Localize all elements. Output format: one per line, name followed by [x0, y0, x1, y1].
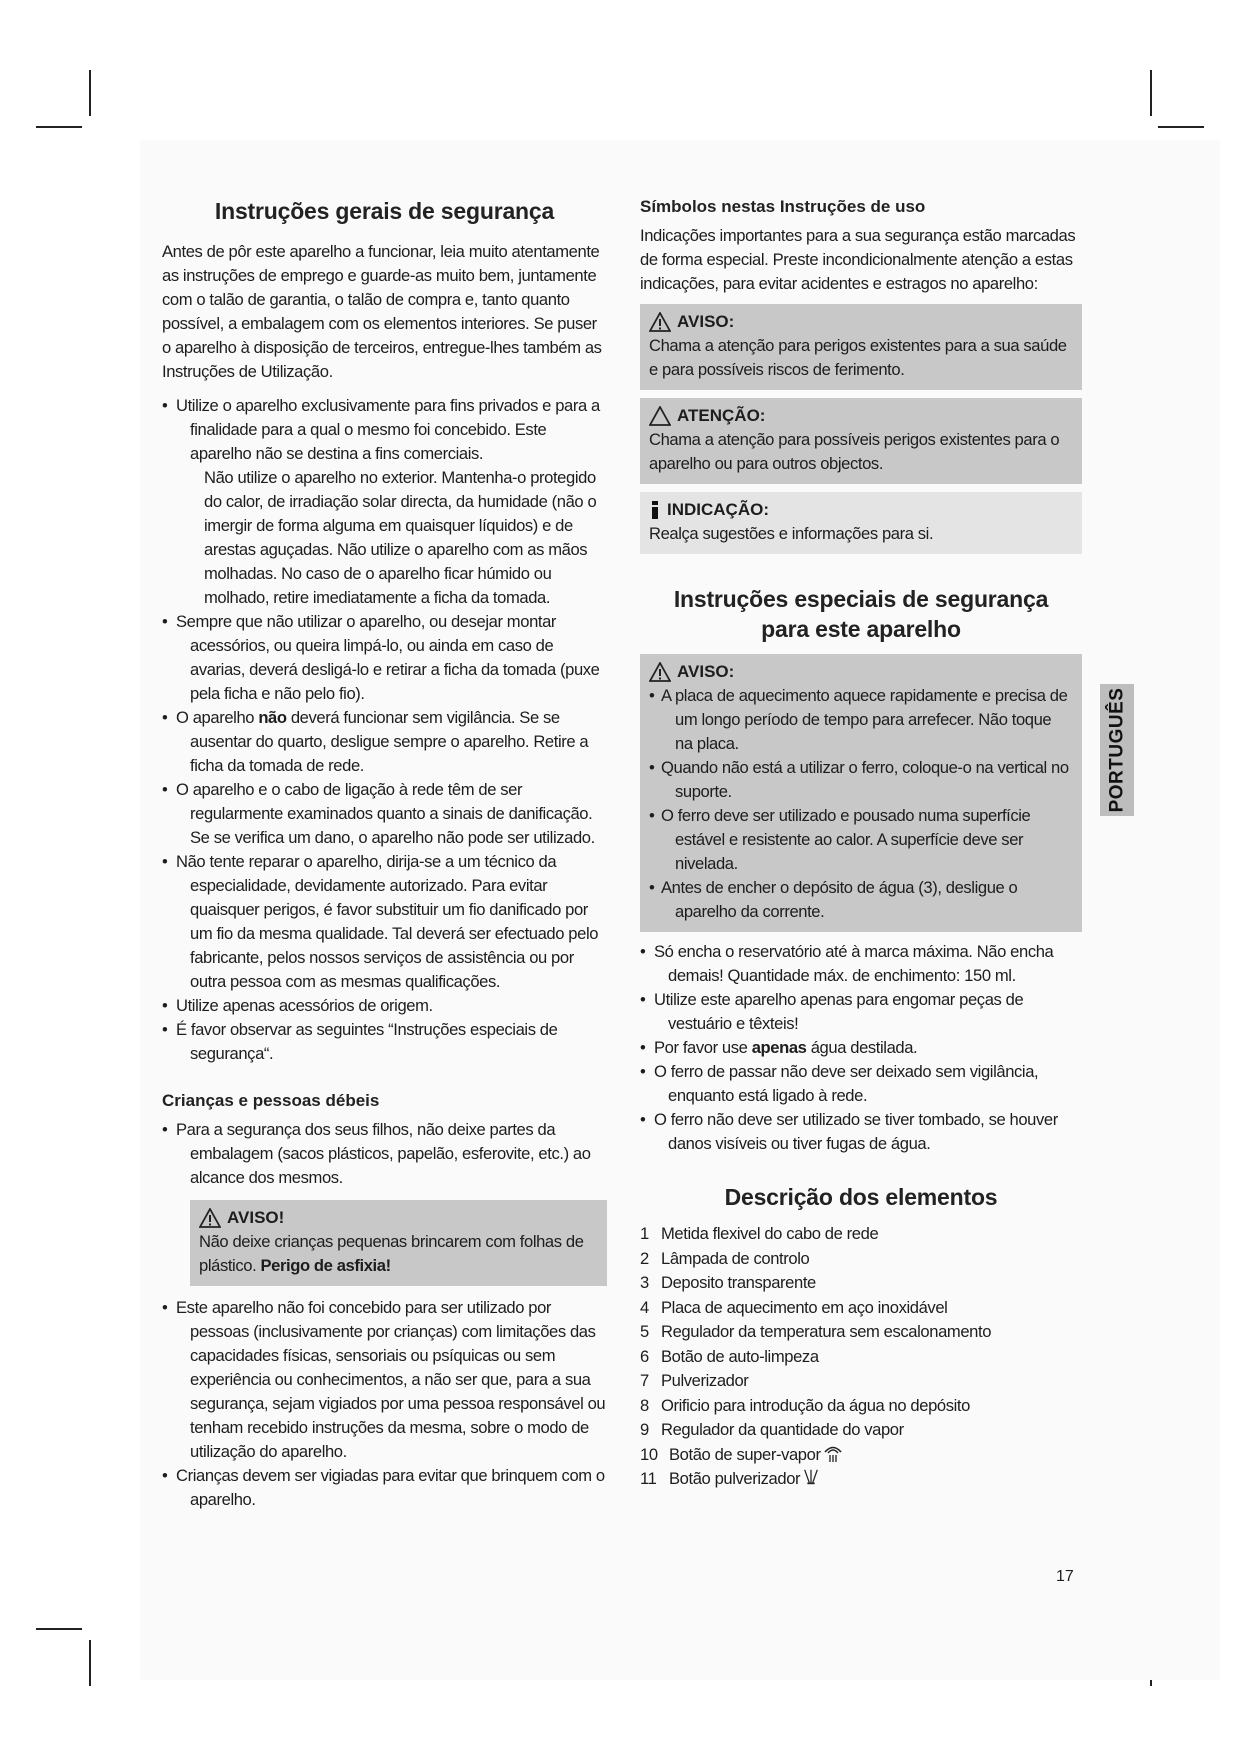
list-item: • Utilize este aparelho apenas para engomar peças de vestuário e têxteis!	[640, 988, 1082, 1036]
list-item: • É favor observar as seguintes “Instruções especiais de segurança“.	[162, 1018, 607, 1066]
element-label: Placa de aquecimento em aço inoxidável	[661, 1297, 948, 1317]
crop-mark-bl-v	[89, 1640, 91, 1686]
element-row	[640, 1418, 1082, 1443]
element-row	[640, 1320, 1082, 1345]
aviso-legend-title: AVISO:	[677, 312, 735, 331]
element-row	[640, 1222, 1082, 1247]
aviso-special-box	[640, 654, 1082, 932]
element-row	[640, 1247, 1082, 1272]
special-warning-list	[649, 684, 1073, 924]
element-row	[640, 1296, 1082, 1321]
list-item: • Utilize apenas acessórios de origem.	[162, 994, 607, 1018]
list-item: • O aparelho e o cabo de ligação à rede têm de ser regularmente examinados quanto a sinais de danificação. Se se verifica um dano, o aparelho não pode ser utilizado.	[162, 778, 607, 850]
aviso-special-title: AVISO:	[677, 662, 735, 681]
list-item: • Sempre que não utilizar o aparelho, ou desejar montar acessórios, ou queira limpá-lo, ou ainda em caso de avarias, deverá desligá-lo e retirar a ficha da tomada (puxe pela ficha e não pelo fio).	[162, 610, 607, 706]
element-label: Lâmpada de controlo	[661, 1248, 810, 1268]
symbols-intro: Indicações importantes para a sua segurança estão marcadas de forma especial. Preste incondicionalmente atenção a estas indicações, para evitar acidentes e estragos no aparelho:	[640, 226, 1076, 293]
list-item: • O ferro deve ser utilizado e pousado numa superfície estável e resistente ao calor. A superfície deve ser nivelada.	[649, 804, 1073, 876]
element-label: Botão pulverizador	[669, 1469, 801, 1488]
special-safety-title: Instruções especiais de segurança para este aparelho	[673, 586, 1049, 642]
aviso-text: Não deixe crianças pequenas brincarem com folhas de plástico. Perigo de asfixia!	[199, 1232, 584, 1275]
spray-icon	[802, 1467, 820, 1487]
intro-paragraph: Antes de pôr este aparelho a funcionar, leia muito atentamente as instruções de emprego e guarde-as muito bem, juntamente com o talão de garantia, o talão de compra e, tanto quanto possível, a embalagem com os elementos interiores. Se puser o aparelho à disposição de terceiros, entregue-lhes também as Instruções de Utilização.	[162, 242, 602, 381]
list-item: • Quando não está a utilizar o ferro, coloque-o na vertical no suporte.	[649, 756, 1073, 804]
element-row	[640, 1443, 1082, 1468]
warning-triangle-icon	[199, 1208, 221, 1228]
element-number: 9	[640, 1420, 649, 1439]
atencao-legend-box	[640, 398, 1082, 484]
element-label: Botão de super-vapor	[669, 1444, 821, 1464]
element-number: 3	[640, 1273, 649, 1292]
element-label: Pulverizador	[661, 1371, 749, 1390]
atencao-legend-text: Chama a atenção para possíveis perigos existentes para o aparelho ou para outros objectos.	[649, 430, 1060, 473]
left-column	[162, 196, 607, 1512]
indicacao-legend-text: Realça sugestões e informações para si.	[649, 524, 934, 543]
children-list	[162, 1118, 607, 1190]
element-number: 11	[640, 1469, 657, 1488]
crop-mark-tr-v	[1150, 70, 1152, 116]
aviso-box-children	[190, 1200, 607, 1286]
list-item: • Crianças devem ser vigiadas para evitar que brinquem com o aparelho.	[162, 1464, 607, 1512]
element-number: 8	[640, 1395, 649, 1415]
element-label: Regulador da temperatura sem escalonamento	[661, 1322, 992, 1341]
list-item: • O aparelho não deverá funcionar sem vigilância. Se se ausentar do quarto, desligue sempre o aparelho. Retire a ficha da tomada de rede.	[162, 706, 607, 778]
aviso-heading: AVISO!	[199, 1206, 598, 1230]
info-icon	[649, 500, 661, 520]
element-label: Botão de auto-limpeza	[661, 1346, 819, 1366]
elements-title: Descrição dos elementos	[724, 1184, 998, 1210]
element-label: Deposito transparente	[661, 1273, 816, 1292]
bullet-private-use: Utilize o aparelho exclusivamente para fins privados e para a finalidade para a qual o mesmo foi concebido. Este aparelho não se destina a fins comerciais.	[176, 396, 600, 463]
language-tab: PORTUGUÊS	[1100, 684, 1134, 816]
crop-mark-tr-h	[1158, 126, 1204, 128]
symbols-heading: Símbolos nestas Instruções de uso	[640, 197, 926, 216]
right-column	[640, 196, 1082, 1492]
safety-list	[162, 394, 607, 1066]
children-heading: Crianças e pessoas débeis	[162, 1091, 380, 1110]
list-item: • Para a segurança dos seus filhos, não deixe partes da embalagem (sacos plásticos, papelão, esferovite, etc.) ao alcance dos mesmos.	[162, 1118, 607, 1190]
element-label: Metida flexivel do cabo de rede	[661, 1224, 879, 1243]
crop-mark-tl-h	[36, 126, 82, 128]
element-number: 4	[640, 1297, 649, 1317]
bullet-outdoor: Não utilize o aparelho no exterior. Mantenha-o protegido do calor, de irradiação solar directa, da humidade (não o imergir de forma alguma em quaisquer líquidos) e de arestas aguçadas. Não utilize o aparelho com as mãos molhadas. No caso de o aparelho ficar húmido ou molhado, retire imediatamente a ficha da tomada.	[204, 468, 597, 607]
element-row	[640, 1345, 1082, 1370]
element-number: 1	[640, 1224, 649, 1243]
super-steam-icon	[823, 1443, 843, 1463]
special-list	[640, 940, 1082, 1156]
list-item	[162, 394, 607, 610]
element-number: 7	[640, 1371, 649, 1390]
elements-list	[640, 1222, 1082, 1492]
list-item: • Não tente reparar o aparelho, dirija-se a um técnico da especialidade, devidamente autorizado. Para evitar quaisquer perigos, é favor substituir um fio danificado por um fio da mesma qualidade. Tal deverá ser efectuado pelo fabricante, pelos nossos serviços de assistência ou por outra pessoa com as mesmas qualificações.	[162, 850, 607, 994]
list-item: • Este aparelho não foi concebido para ser utilizado por pessoas (inclusivamente por crianças) com limitações das capacidades físicas, sensoriais ou psíquicas ou sem experiência ou conhecimentos, a não ser que, para a sua segurança, sejam vigiados por uma pessoa responsável ou tenham recebido instruções da mesma, sobre o modo de utilização do aparelho.	[162, 1296, 607, 1464]
element-number: 2	[640, 1248, 649, 1268]
warning-triangle-icon	[649, 312, 671, 332]
crop-mark-tl-v	[89, 70, 91, 116]
list-item: • O ferro não deve ser utilizado se tiver tombado, se houver danos visíveis ou tiver fugas de água.	[640, 1108, 1082, 1156]
general-safety-title: Instruções gerais de segurança	[214, 198, 555, 224]
atencao-legend-title: ATENÇÃO:	[677, 406, 766, 425]
element-number: 5	[640, 1322, 649, 1341]
element-label: Regulador da quantidade do vapor	[661, 1420, 904, 1439]
list-item: • Antes de encher o depósito de água (3), desligue o aparelho da corrente.	[649, 876, 1073, 924]
warning-triangle-icon	[649, 662, 671, 682]
list-item: • O ferro de passar não deve ser deixado sem vigilância, enquanto está ligado à rede.	[640, 1060, 1082, 1108]
element-row	[640, 1369, 1082, 1394]
list-item: • A placa de aquecimento aquece rapidamente e precisa de um longo período de tempo para arrefecer. Não toque na placa.	[649, 684, 1073, 756]
list-item: • Por favor use apenas água destilada.	[640, 1036, 1082, 1060]
aviso-legend-text: Chama a atenção para perigos existentes para a sua saúde e para possíveis riscos de ferimento.	[649, 336, 1067, 379]
element-number: 6	[640, 1346, 649, 1366]
element-row	[640, 1467, 1082, 1492]
indicacao-legend-title: INDICAÇÃO:	[667, 500, 769, 519]
list-item: • Só encha o reservatório até à marca máxima. Não encha demais! Quantidade máx. de enchimento: 150 ml.	[640, 940, 1082, 988]
crop-mark-bl-h	[36, 1628, 82, 1630]
element-number: 10	[640, 1444, 658, 1464]
element-label: Orificio para introdução da água no depósito	[661, 1395, 970, 1415]
element-row	[640, 1271, 1082, 1296]
page-number: 17	[1056, 1568, 1074, 1585]
element-row	[640, 1394, 1082, 1419]
indicacao-legend-box	[640, 492, 1082, 554]
caution-triangle-icon	[649, 406, 671, 426]
aviso-legend-box	[640, 304, 1082, 390]
children-list-2	[162, 1296, 607, 1512]
